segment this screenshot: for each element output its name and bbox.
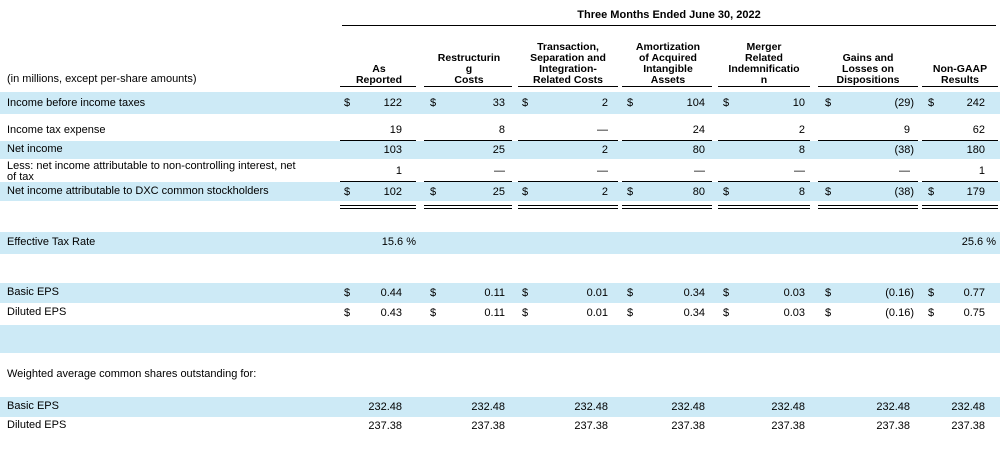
currency-symbol: $ bbox=[522, 287, 529, 299]
currency-symbol: $ bbox=[430, 186, 437, 198]
col-underline-4 bbox=[622, 86, 712, 87]
cell-income-before-taxes-6: (29) bbox=[894, 97, 914, 109]
label-weighted-heading: Weighted average common shares outstanding for: bbox=[7, 368, 257, 380]
col-header-amortization: Amortization of Acquired Intangible Assets bbox=[635, 41, 701, 86]
cell-shares-basic-2: 232.48 bbox=[471, 401, 505, 413]
col-underline-2 bbox=[424, 86, 512, 87]
cell-dxc-net-income-4: 80 bbox=[692, 186, 705, 198]
cell-dxc-net-income-3: 2 bbox=[601, 186, 608, 198]
col-header-restructuring: Restructurin g Costs bbox=[437, 52, 501, 86]
col-underline-5 bbox=[718, 86, 810, 87]
currency-symbol: $ bbox=[723, 307, 730, 319]
currency-symbol: $ bbox=[344, 287, 351, 299]
currency-symbol: $ bbox=[430, 97, 437, 109]
label-nci: Less: net income attributable to non-controlling interest, net of tax bbox=[7, 160, 296, 183]
cell-nci-7: 1 bbox=[978, 165, 985, 177]
currency-symbol: $ bbox=[430, 287, 437, 299]
cell-shares-diluted-3: 237.38 bbox=[574, 420, 608, 432]
cell-diluted-eps-1: 0.43 bbox=[380, 307, 402, 319]
cell-dxc-net-income-7: 179 bbox=[966, 186, 985, 198]
currency-symbol: $ bbox=[430, 307, 437, 319]
cell-diluted-eps-6: (0.16) bbox=[885, 307, 914, 319]
cell-net-income-3: 2 bbox=[601, 144, 608, 156]
cell-shares-diluted-5: 237.38 bbox=[771, 420, 805, 432]
cell-dxc-net-income-6: (38) bbox=[894, 186, 914, 198]
col-underline-6 bbox=[818, 86, 918, 87]
cell-net-income-6: (38) bbox=[894, 144, 914, 156]
cell-basic-eps-2: 0.11 bbox=[484, 287, 505, 299]
cell-dxc-net-income-1: 102 bbox=[383, 186, 402, 198]
col-underline-3 bbox=[518, 86, 618, 87]
label-shares-diluted: Diluted EPS bbox=[7, 419, 67, 431]
cell-nci-1: 1 bbox=[395, 165, 402, 177]
cell-shares-basic-4: 232.48 bbox=[671, 401, 705, 413]
cell-income-tax-expense-6: 9 bbox=[903, 124, 910, 136]
cell-shares-diluted-2: 237.38 bbox=[471, 420, 505, 432]
currency-symbol: $ bbox=[928, 287, 935, 299]
rule-net-income-top-1 bbox=[340, 140, 416, 141]
label-net-income: Net income bbox=[7, 143, 63, 155]
row-band-empty bbox=[0, 325, 1000, 353]
label-diluted-eps: Diluted EPS bbox=[7, 306, 67, 318]
cell-nci-5: — bbox=[794, 165, 805, 177]
cell-income-before-taxes-7: 242 bbox=[966, 97, 985, 109]
rule-net-income-top-4 bbox=[622, 140, 712, 141]
cell-basic-eps-1: 0.44 bbox=[380, 287, 402, 299]
cell-net-income-2: 25 bbox=[492, 144, 505, 156]
currency-symbol: $ bbox=[825, 287, 832, 299]
cell-basic-eps-5: 0.03 bbox=[783, 287, 805, 299]
col-header-transaction: Transaction, Separation and Integration- Related Costs bbox=[530, 41, 606, 86]
currency-symbol: $ bbox=[522, 307, 529, 319]
label-income-before-taxes: Income before income taxes bbox=[7, 97, 146, 109]
col-underline-1 bbox=[340, 86, 416, 87]
cell-income-before-taxes-4: 104 bbox=[686, 97, 705, 109]
cell-nci-2: — bbox=[494, 165, 505, 177]
units-note: (in millions, except per-share amounts) bbox=[7, 73, 197, 85]
currency-symbol: $ bbox=[928, 186, 935, 198]
cell-basic-eps-4: 0.34 bbox=[683, 287, 705, 299]
label-shares-basic: Basic EPS bbox=[7, 400, 59, 412]
cell-basic-eps-6: (0.16) bbox=[885, 287, 914, 299]
currency-symbol: $ bbox=[825, 186, 832, 198]
currency-symbol: $ bbox=[627, 186, 634, 198]
col-header-as-reported: As Reported bbox=[355, 63, 403, 86]
etr-as-reported: 15.6 % bbox=[381, 236, 416, 248]
cell-income-before-taxes-3: 2 bbox=[601, 97, 608, 109]
rule-net-income-top-6 bbox=[818, 140, 918, 141]
rule-net-income-top-7 bbox=[922, 140, 998, 141]
rule-net-income-top-5 bbox=[718, 140, 810, 141]
cell-net-income-5: 8 bbox=[798, 144, 805, 156]
rule-net-income-top-3 bbox=[518, 140, 618, 141]
cell-shares-diluted-4: 237.38 bbox=[671, 420, 705, 432]
cell-shares-basic-6: 232.48 bbox=[876, 401, 910, 413]
cell-basic-eps-7: 0.77 bbox=[963, 287, 985, 299]
cell-income-tax-expense-1: 19 bbox=[389, 124, 402, 136]
cell-income-tax-expense-2: 8 bbox=[498, 124, 505, 136]
rule-dxc-bottom-7 bbox=[922, 205, 998, 209]
cell-diluted-eps-7: 0.75 bbox=[963, 307, 985, 319]
currency-symbol: $ bbox=[825, 97, 832, 109]
rule-dxc-bottom-1 bbox=[340, 205, 416, 209]
label-dxc-net-income: Net income attributable to DXC common stockholders bbox=[7, 185, 269, 197]
rule-dxc-top-2 bbox=[424, 181, 512, 182]
col-underline-7 bbox=[922, 86, 998, 87]
rule-dxc-top-7 bbox=[922, 181, 998, 182]
rule-dxc-top-4 bbox=[622, 181, 712, 182]
rule-dxc-top-6 bbox=[818, 181, 918, 182]
cell-income-tax-expense-7: 62 bbox=[972, 124, 985, 136]
cell-income-tax-expense-5: 2 bbox=[798, 124, 805, 136]
cell-shares-basic-3: 232.48 bbox=[574, 401, 608, 413]
period-heading: Three Months Ended June 30, 2022 bbox=[577, 9, 761, 21]
label-income-tax-expense: Income tax expense bbox=[7, 124, 106, 136]
rule-dxc-bottom-3 bbox=[518, 205, 618, 209]
cell-income-before-taxes-2: 33 bbox=[492, 97, 505, 109]
cell-income-before-taxes-1: 122 bbox=[383, 97, 402, 109]
cell-net-income-4: 80 bbox=[692, 144, 705, 156]
currency-symbol: $ bbox=[723, 186, 730, 198]
cell-shares-diluted-6: 237.38 bbox=[876, 420, 910, 432]
row-band-effective-tax-rate bbox=[0, 232, 1000, 254]
currency-symbol: $ bbox=[344, 186, 351, 198]
col-header-merger: Merger Related Indemnificatio n bbox=[728, 41, 800, 86]
cell-basic-eps-3: 0.01 bbox=[586, 287, 608, 299]
currency-symbol: $ bbox=[627, 287, 634, 299]
label-effective-tax-rate: Effective Tax Rate bbox=[7, 236, 96, 248]
cell-nci-3: — bbox=[597, 165, 608, 177]
currency-symbol: $ bbox=[344, 307, 351, 319]
cell-shares-diluted-7: 237.38 bbox=[951, 420, 985, 432]
cell-net-income-1: 103 bbox=[383, 144, 402, 156]
rule-dxc-bottom-5 bbox=[718, 205, 810, 209]
rule-net-income-top-2 bbox=[424, 140, 512, 141]
etr-non-gaap: 25.6 % bbox=[961, 236, 996, 248]
currency-symbol: $ bbox=[825, 307, 832, 319]
rule-dxc-bottom-4 bbox=[622, 205, 712, 209]
cell-diluted-eps-2: 0.11 bbox=[484, 307, 505, 319]
cell-income-tax-expense-3: — bbox=[597, 124, 608, 136]
rule-dxc-top-5 bbox=[718, 181, 810, 182]
currency-symbol: $ bbox=[928, 97, 935, 109]
cell-diluted-eps-5: 0.03 bbox=[783, 307, 805, 319]
rule-dxc-bottom-6 bbox=[818, 205, 918, 209]
rule-dxc-top-3 bbox=[518, 181, 618, 182]
cell-shares-basic-7: 232.48 bbox=[951, 401, 985, 413]
label-basic-eps: Basic EPS bbox=[7, 286, 59, 298]
currency-symbol: $ bbox=[723, 287, 730, 299]
cell-shares-basic-5: 232.48 bbox=[771, 401, 805, 413]
cell-net-income-7: 180 bbox=[966, 144, 985, 156]
cell-income-tax-expense-4: 24 bbox=[692, 124, 705, 136]
currency-symbol: $ bbox=[627, 97, 634, 109]
cell-shares-basic-1: 232.48 bbox=[368, 401, 402, 413]
currency-symbol: $ bbox=[522, 97, 529, 109]
cell-dxc-net-income-2: 25 bbox=[492, 186, 505, 198]
col-header-non-gaap: Non-GAAP Results bbox=[932, 63, 988, 86]
rule-dxc-top-1 bbox=[340, 181, 416, 182]
cell-shares-diluted-1: 237.38 bbox=[368, 420, 402, 432]
col-header-gains-losses: Gains and Losses on Dispositions bbox=[836, 52, 900, 86]
currency-symbol: $ bbox=[627, 307, 634, 319]
currency-symbol: $ bbox=[344, 97, 351, 109]
cell-diluted-eps-3: 0.01 bbox=[586, 307, 608, 319]
cell-diluted-eps-4: 0.34 bbox=[683, 307, 705, 319]
cell-dxc-net-income-5: 8 bbox=[798, 186, 805, 198]
currency-symbol: $ bbox=[723, 97, 730, 109]
cell-nci-6: — bbox=[899, 165, 910, 177]
cell-income-before-taxes-5: 10 bbox=[792, 97, 805, 109]
currency-symbol: $ bbox=[928, 307, 935, 319]
currency-symbol: $ bbox=[522, 186, 529, 198]
rule-dxc-bottom-2 bbox=[424, 205, 512, 209]
cell-nci-4: — bbox=[694, 165, 705, 177]
